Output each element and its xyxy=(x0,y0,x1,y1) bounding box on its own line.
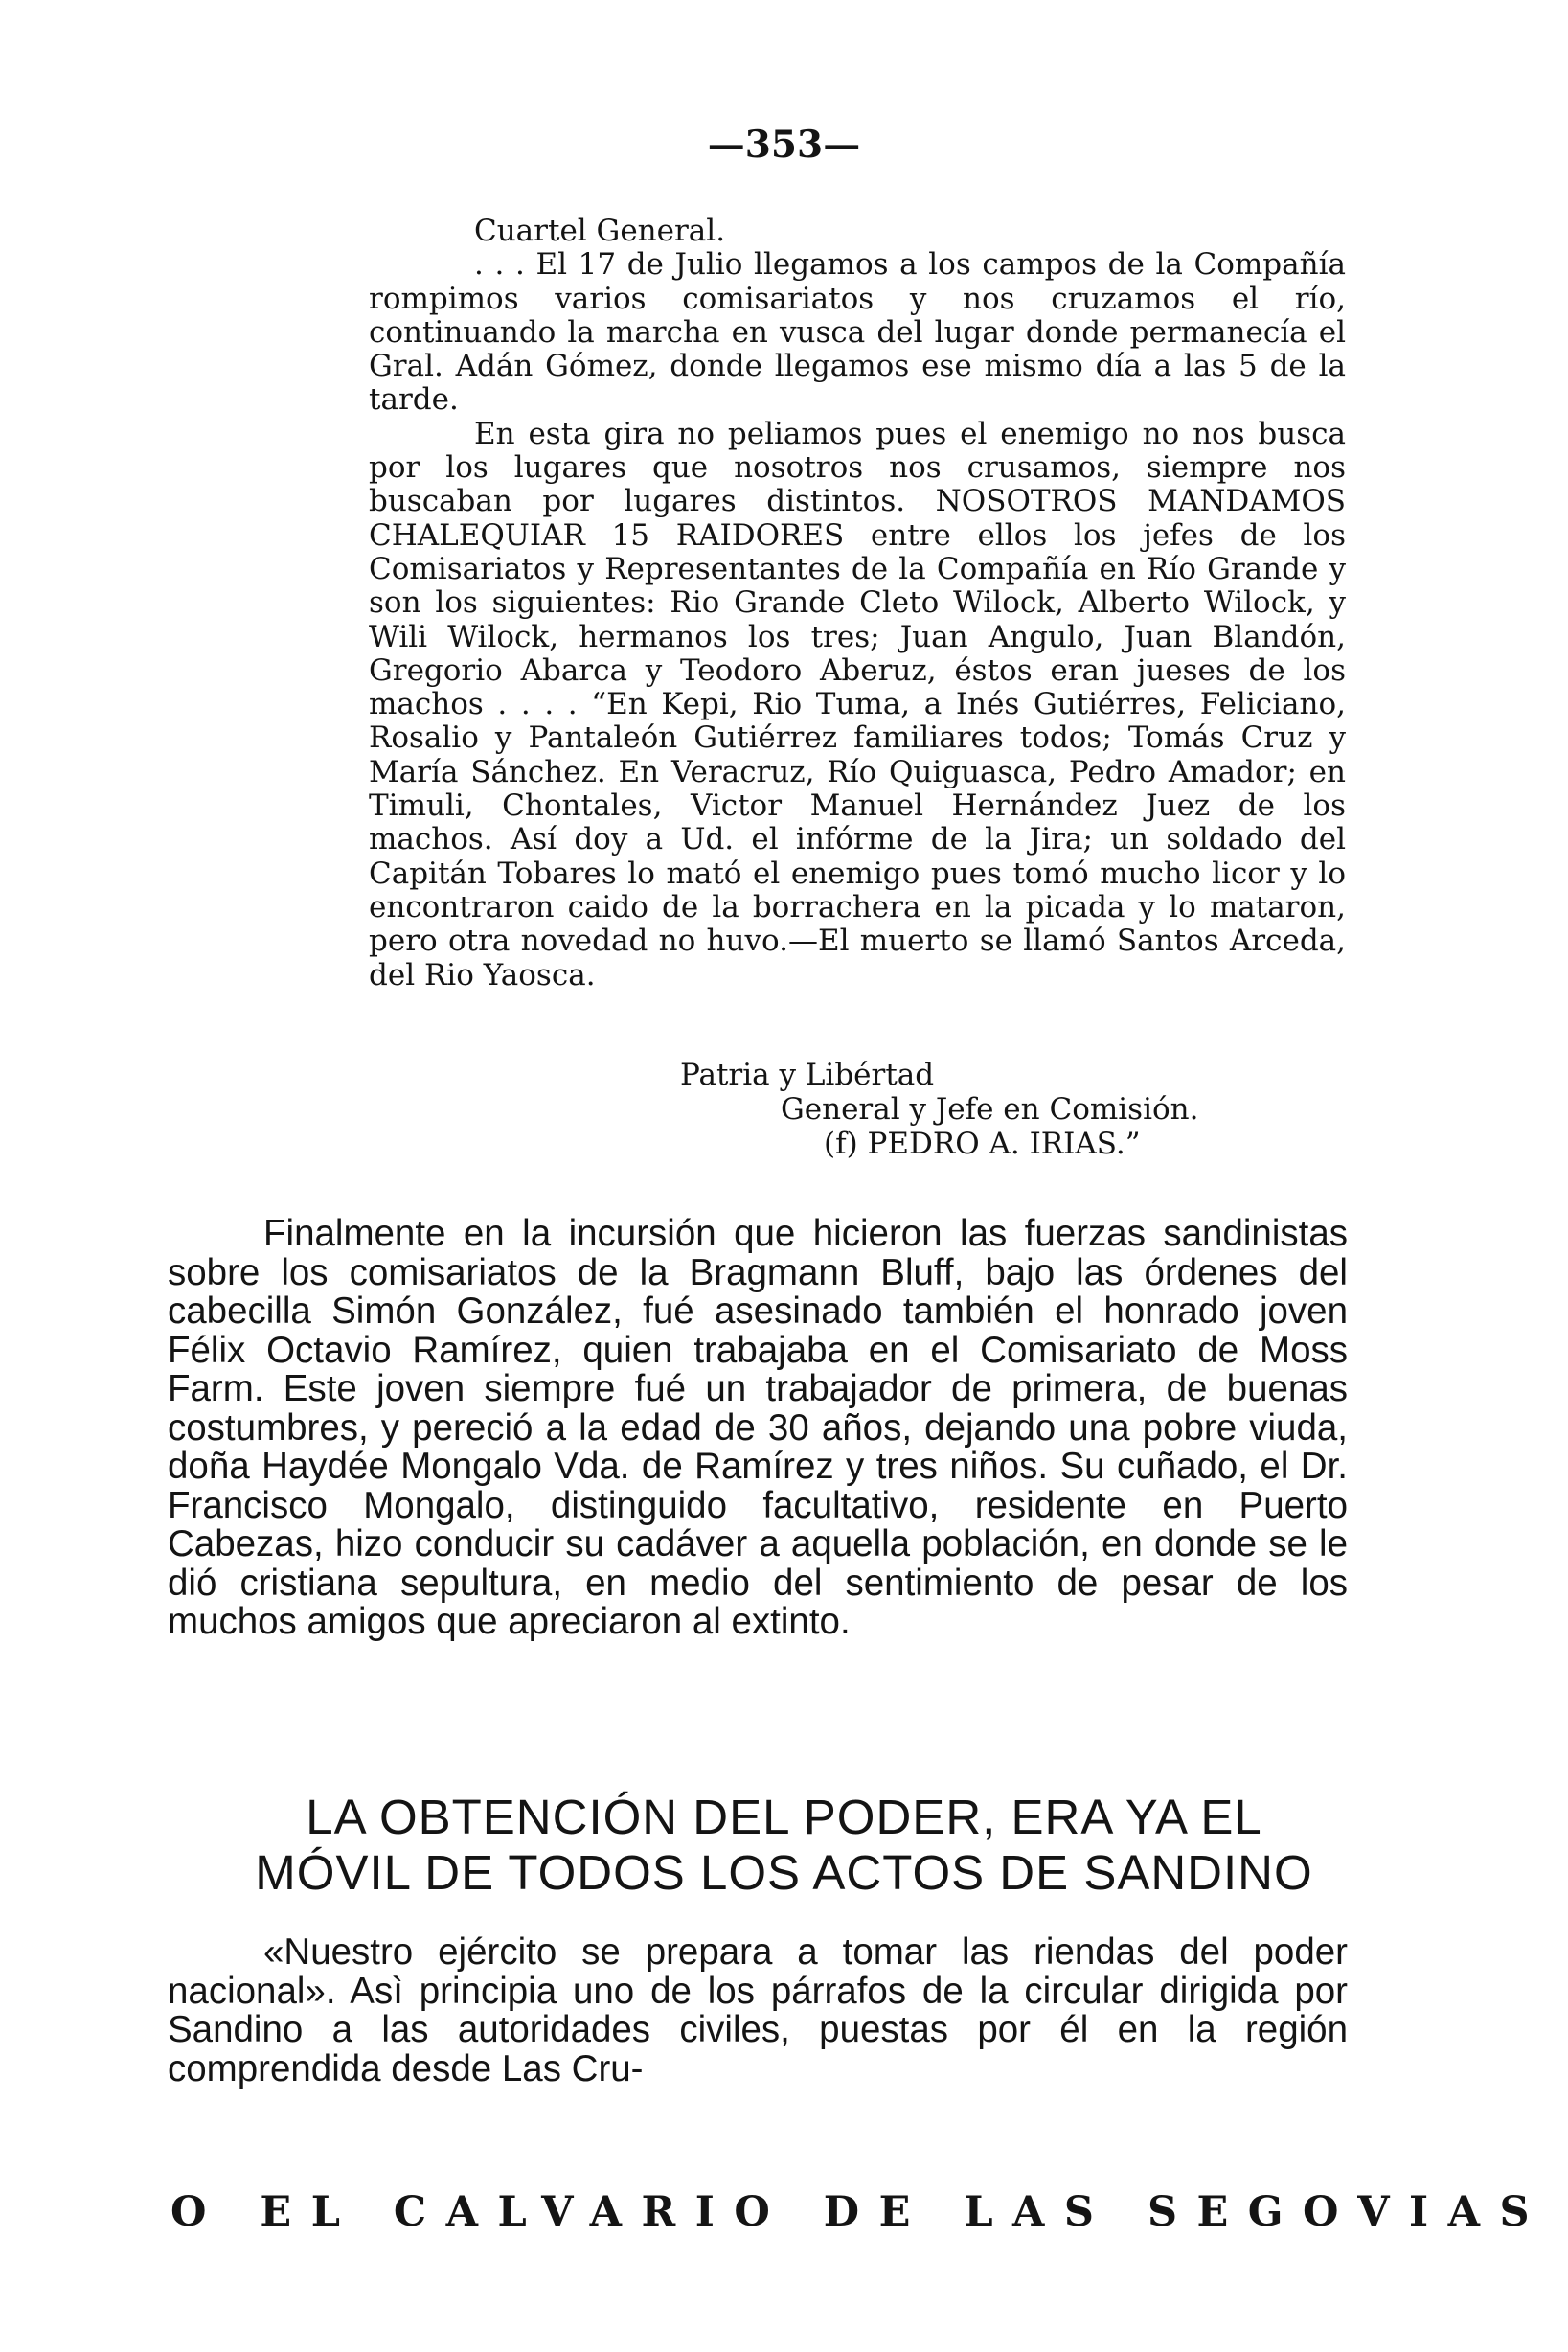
letter-signature xyxy=(369,1058,1346,1161)
section-body xyxy=(168,1933,1348,2089)
letter-heading: Cuartel General. xyxy=(474,214,726,248)
letter-paragraph: . . . El 17 de Julio llegamos a los campos de la Compañía rompimos varios comisariatos y nos cruzamos el río, continuando la marcha en vusca del lugar donde permanecía el Gral. Adán Gómez, donde llegamos ese mismo día a las 5 de la tarde. xyxy=(369,247,1346,418)
running-footer: O EL CALVARIO DE LAS SEGOVIAS xyxy=(170,2188,1550,2236)
section-heading-line: LA OBTENCIÓN DEL PODER, ERA YA EL xyxy=(306,1790,1262,1844)
letter-paragraph: En esta gira no peliamos pues el enemigo no nos busca por los lugares que nosotros nos crusamos, siempre nos buscaban por lugares distintos. NOSOTROS MANDAMOS CHALEQUIAR 15 RAIDORES entre ellos los jefes de los Comisariatos y Representantes de la Compañía en Río Grande y son los siguientes: Rio Grande Cleto Wilock, Alberto Wilock, y Wili Wilock, hermanos los tres; Juan Angulo, Juan Blandón, Gregorio Abarca y Teodoro Aberuz, éstos eran jueses de los machos . . . . “En Kepi, Rio Tuma, a Inés Gutiérres, Feliciano, Rosalio y Pantaleón Gutiérrez familiares todos; Tomás Cruz y María Sánchez. En Veracruz, Río Quiguasca, Pedro Amador; en Timuli, Chontales, Victor Manuel Hernández Juez de los machos. Así doy a Ud. el infórme de la Jira; un soldado del Capitán Tobares lo mató el enemigo pues tomó mucho licor y lo encontraron caido de la borrachera en la picada y lo mataron, pero otra novedad no huvo.—El muerto se llamó Santos Arceda, del Rio Yaosca. xyxy=(369,416,1346,993)
body-text xyxy=(168,1215,1348,1642)
section-heading-line: MÓVIL DE TODOS LOS ACTOS DE SANDINO xyxy=(255,1845,1313,1900)
signature-line: Patria y Libértad xyxy=(680,1058,935,1092)
section-heading xyxy=(0,1790,1568,1901)
section-paragraph: «Nuestro ejército se prepara a tomar las riendas del poder nacional». Asì principia uno de los párrafos de la circular dirigida por Sandino a las autoridades civiles, puestas por él en la región comprendida desde Las Cru- xyxy=(168,1931,1348,2089)
page-number: —353— xyxy=(707,123,861,167)
body-paragraph: Finalmente en la incursión que hicieron las fuerzas sandinistas sobre los comisariatos de la Bragmann Bluff, bajo las órdenes del cabecilla Simón González, fué asesinado también el honrado joven Félix Octavio Ramírez, quien trabajaba en el Comisariato de Moss Farm. Este joven siempre fué un trabajador de primera, de buenas costumbres, y pereció a la edad de 30 años, dejando una pobre viuda, doña Haydée Mongalo Vda. de Ramírez y tres niños. Su cuñado, el Dr. Francisco Mongalo, distinguido facultativo, residente en Puerto Cabezas, hizo conducir su cadáver a aquella población, en donde se le dió cristiana sepultura, en medio del sentimiento de pesar de los muchos amigos que apreciaron al extinto. xyxy=(168,1213,1348,1642)
signature-name: (f) PEDRO A. IRIAS.” xyxy=(824,1127,1141,1161)
letter-excerpt xyxy=(369,215,1346,993)
signature-line: General y Jefe en Comisión. xyxy=(781,1092,1199,1127)
